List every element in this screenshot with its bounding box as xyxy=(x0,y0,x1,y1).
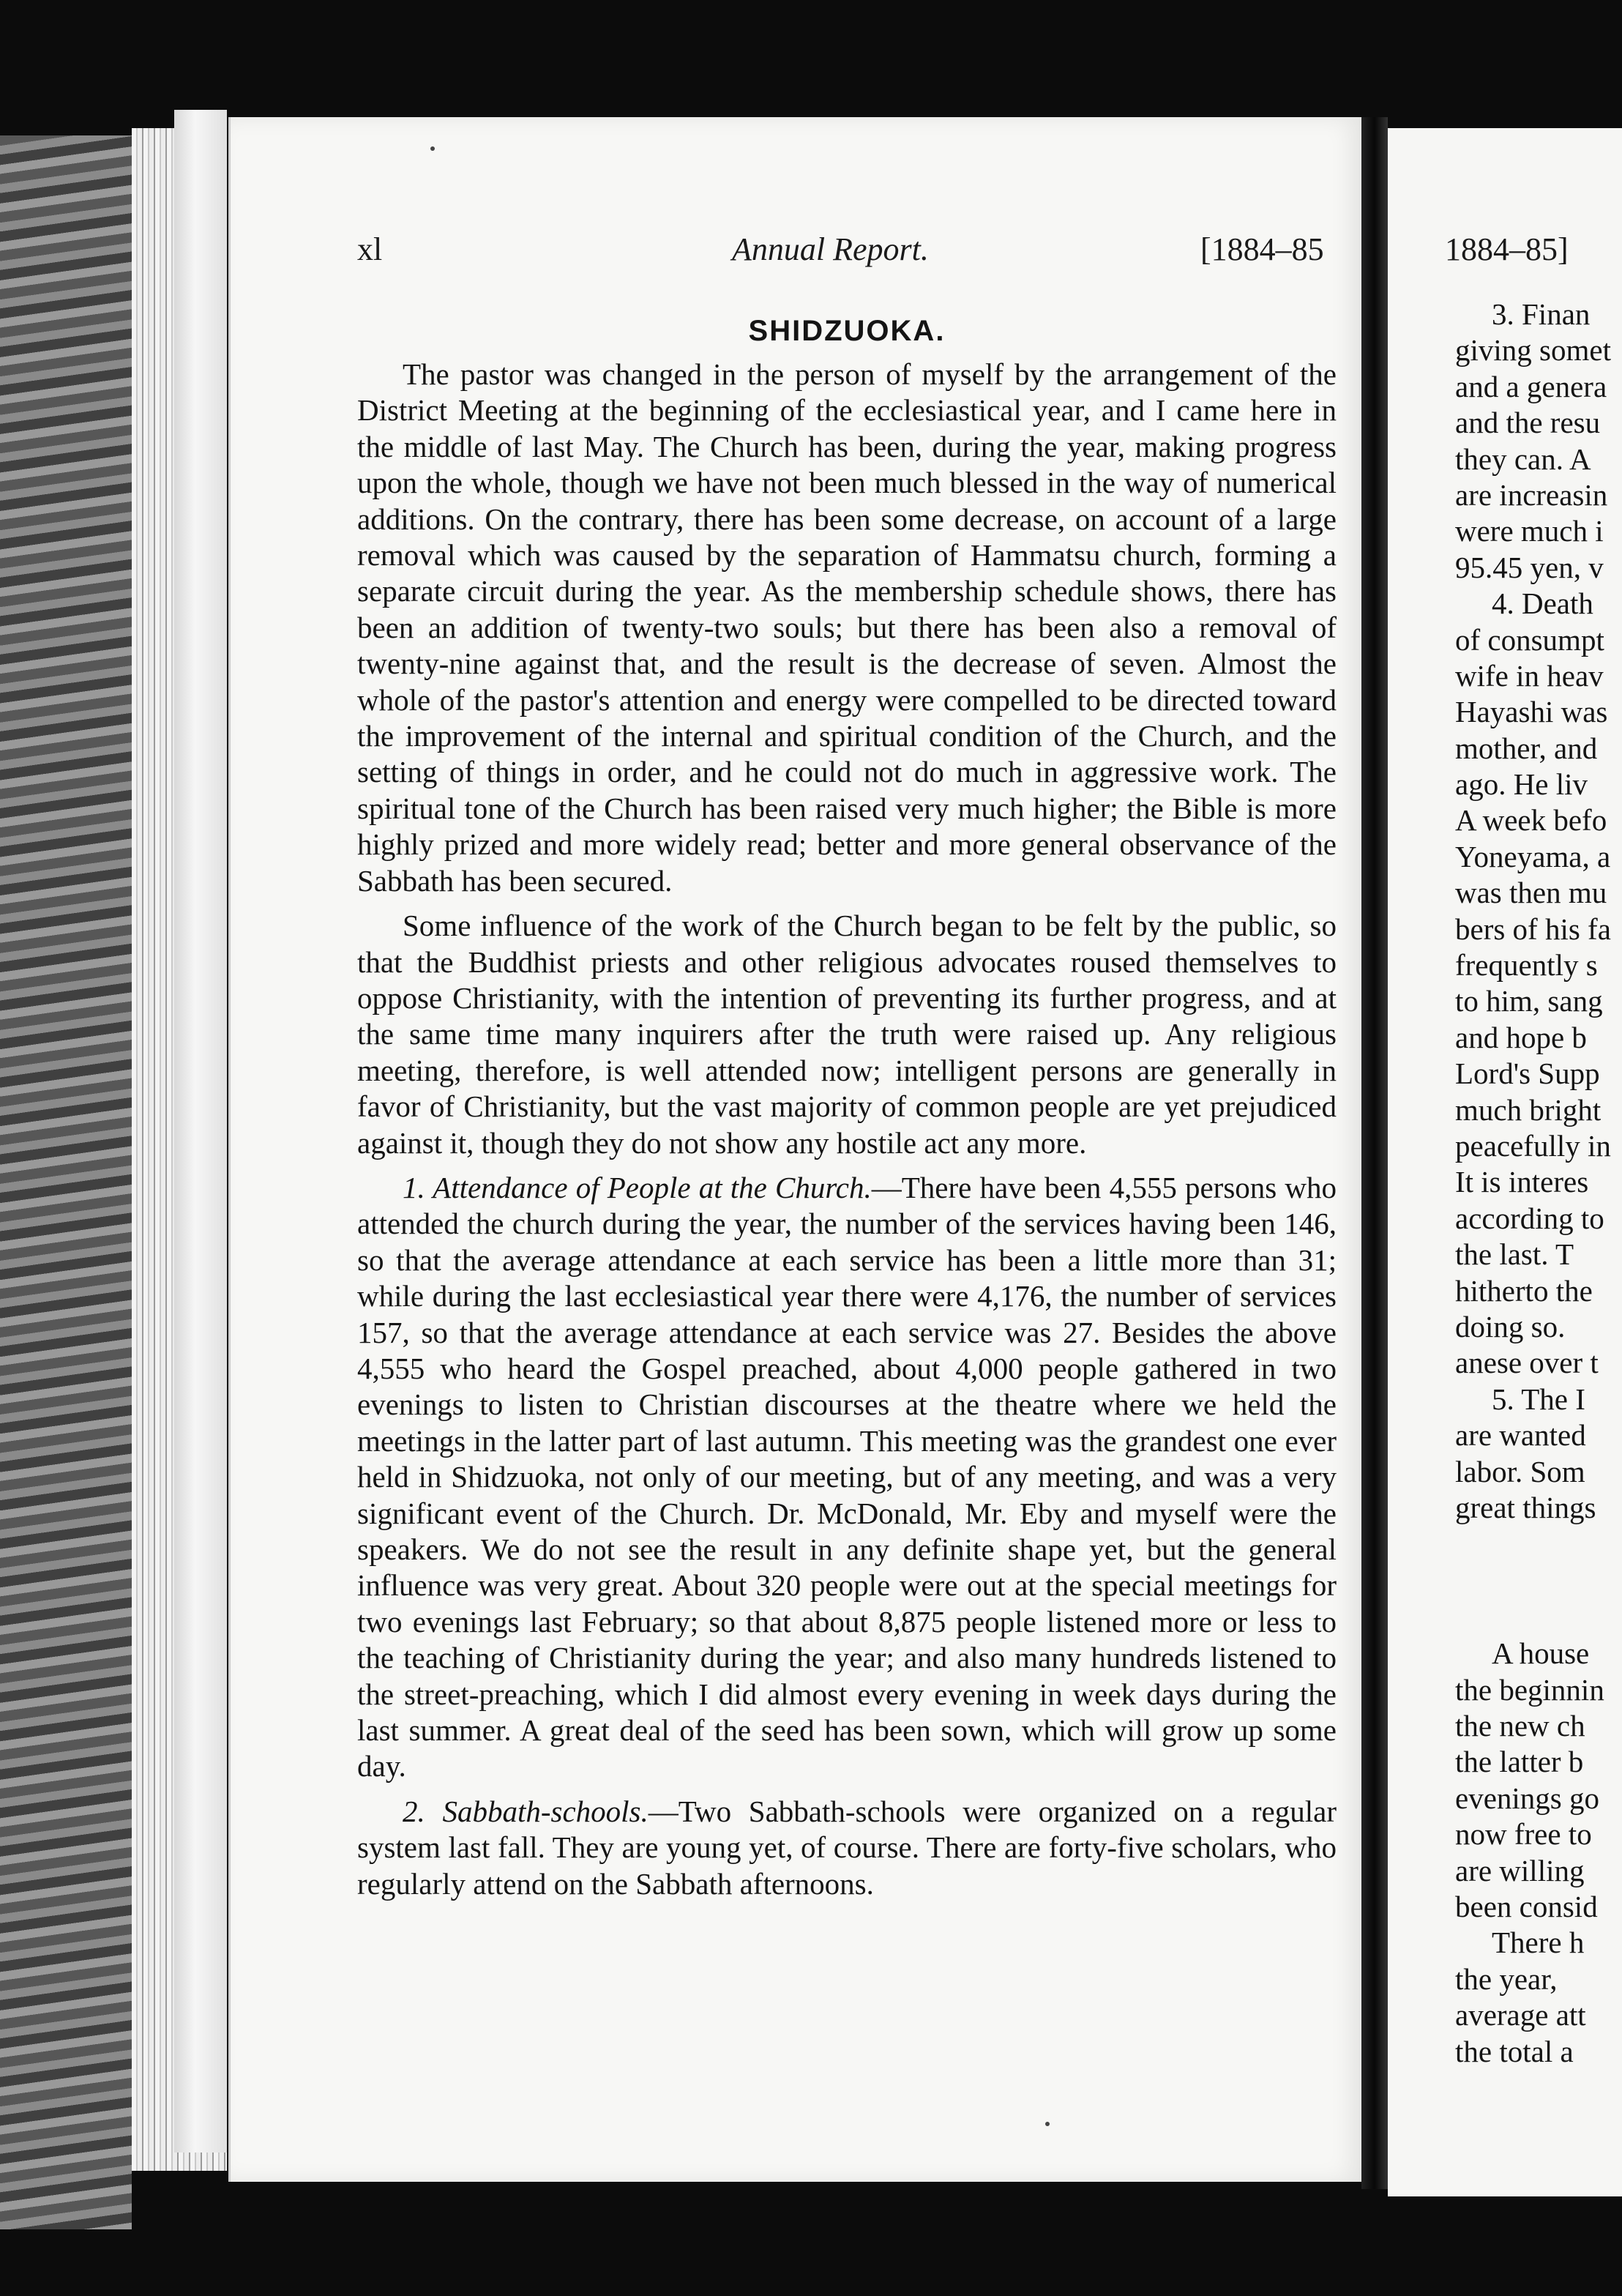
right-page-line: been consid xyxy=(1455,1890,1598,1924)
right-page-line: bers of his fa xyxy=(1455,912,1611,946)
paragraph xyxy=(357,357,1337,899)
right-page-line: 3. Finan xyxy=(1492,297,1591,331)
body-text xyxy=(357,311,1337,1902)
speck xyxy=(1045,2122,1050,2126)
right-page-line: according to xyxy=(1455,1201,1604,1235)
right-page-line: the new ch xyxy=(1455,1709,1585,1743)
paragraph-text: —There have been 4,555 persons who attended the church during the year, the number of the services having been 146, so that the average attendance at each service has been a little more than 31; while during the last ecclesiastical year there were 4,176, the number of services 157, so that the average attendance at each service was 27. Besides the above 4,555 who heard the Gospel preached, about 4,000 people gathered in two evenings to listen to Christian discourses at the theatre where we held the meetings in the latter part of last autumn. This meeting was the grandest one ever held in Shidzuoka, not only of our meeting, but of any meeting, and was a very significant event of the Church. Dr. McDonald, Mr. Eby and myself were the speakers. We do not see the result in any definite shape yet, but the general influence was very great. About 320 people were out at the special meetings for two evenings last February; so that about 8,875 people listened more or less to the teaching of Christianity during the year; and also many hundreds listened to the street-preaching, which I did almost every evening in week days during the last summer. A great deal of the seed has been sown, which will grow up some day. xyxy=(357,1170,1337,1783)
right-page-line: anese over t xyxy=(1455,1346,1599,1380)
paragraph-label: 2. Sabbath-schools. xyxy=(403,1794,649,1828)
right-page-gap xyxy=(1455,1526,1622,1636)
right-page-line: hitherto the xyxy=(1455,1273,1593,1308)
right-page-line: 95.45 yen, v xyxy=(1455,550,1604,584)
right-page-line: doing so. xyxy=(1455,1309,1566,1343)
section-heading: SHIDZUOKA. xyxy=(748,315,946,347)
right-page-line: and the resu xyxy=(1455,406,1601,440)
right-page-line: are increasin xyxy=(1455,477,1608,512)
right-page-line: 5. The I xyxy=(1492,1382,1585,1416)
right-page-line: wife in heav xyxy=(1455,658,1604,693)
right-page-line: 4. Death xyxy=(1492,586,1593,621)
right-page-line: It is interes xyxy=(1455,1165,1589,1199)
right-page-line: giving somet xyxy=(1455,333,1611,368)
right-page-line: There h xyxy=(1492,1926,1585,1960)
right-page-line: great things xyxy=(1455,1490,1596,1524)
right-page-line: they can. A xyxy=(1455,441,1591,476)
right-page-line: Yoneyama, a xyxy=(1455,839,1611,873)
right-page-line: mother, and xyxy=(1455,731,1598,765)
right-page-line: labor. Som xyxy=(1455,1454,1585,1488)
right-page-line: and hope b xyxy=(1455,1020,1587,1054)
running-year: [1884–85 xyxy=(1200,231,1324,267)
right-page-line: evenings go xyxy=(1455,1781,1599,1815)
paragraph-text: The pastor was changed in the person of myself by the arrangement of the District Meeting at the beginning of the ecclesiastical year, and I came here in the middle of last May. The Church has been, during the year, making progress upon the whole, though we have not been much blessed in the way of numerical additions. On the contrary, there has been some decrease, on account of a large removal which was caused by the separation of Hammatsu church, forming a separate circuit during the year. As the membership schedule shows, there has been an addition of twenty-two souls; but there has been also a removal of twenty-nine against that, and the result is the decrease of seven. Almost the whole of the pastor's attention and energy were compelled to be directed toward the improvement of the internal and spiritual condition of the Church, and the setting of things in order, and he could not do much in aggressive work. The spiritual tone of the Church has been raised very much higher; the Bible is more highly prized and more widely read; better and more general observance of the Sabbath has been secured. xyxy=(357,357,1337,898)
right-page-line: the latter b xyxy=(1455,1745,1584,1779)
paragraph-text: Some influence of the work of the Church began to be felt by the public, so that the Buddhist priests and other religious advocates roused themselves to oppose Christianity, with the intention of preventing its further progress, and at the same time many inquirers after the truth were raised up. Any religious meeting, therefore, is well attended now; intelligent persons are generally in favor of Christianity, but the vast majority of common people are yet prejudiced against it, though they do not show any hostile act any more. xyxy=(357,909,1337,1160)
right-page-line: the beginnin xyxy=(1455,1672,1604,1707)
paragraph-label: 1. Attendance of People at the Church. xyxy=(403,1170,872,1204)
right-page-line: are wanted xyxy=(1455,1418,1586,1453)
right-page-line: ago. He liv xyxy=(1455,767,1588,802)
right-page-line: the total a xyxy=(1455,2034,1574,2068)
paragraph-text: —Two Sabbath-schools were organized on a regular system last fall. They are young yet, of course. There are forty-five scholars, who regularly attend on the Sabbath afternoons. xyxy=(357,1794,1337,1901)
page-number: xl xyxy=(357,231,383,267)
right-page-line: the last. T xyxy=(1455,1237,1574,1272)
right-page-line: were much i xyxy=(1455,514,1604,548)
running-title: Annual Report. xyxy=(732,231,929,267)
right-page-lines xyxy=(1455,297,1622,2070)
right-page-line: now free to xyxy=(1455,1817,1592,1852)
right-page-line: to him, sang xyxy=(1455,984,1603,1018)
paragraph xyxy=(357,908,1337,1161)
right-page-line: average att xyxy=(1455,1998,1586,2032)
page-curve xyxy=(174,110,227,2152)
right-page xyxy=(1388,128,1622,2196)
paragraph xyxy=(357,1794,1337,1902)
right-page-line: the year, xyxy=(1455,1961,1558,1996)
right-running-year: 1884–85] xyxy=(1445,231,1569,267)
right-page-line: Hayashi was xyxy=(1455,695,1608,729)
paragraph xyxy=(357,1170,1337,1785)
right-page-line: peacefully in xyxy=(1455,1128,1611,1163)
right-page-line: much bright xyxy=(1455,1092,1602,1127)
right-page-line: A week befo xyxy=(1455,803,1607,838)
right-page-line: Lord's Supp xyxy=(1455,1056,1600,1091)
right-page-line: are willing xyxy=(1455,1853,1585,1887)
right-page-line: frequently s xyxy=(1455,948,1598,983)
right-page-line: and a genera xyxy=(1455,369,1607,403)
book-gutter xyxy=(1361,117,1388,2189)
right-page-line: A house xyxy=(1492,1636,1590,1671)
speck xyxy=(430,146,435,151)
marbled-book-edge xyxy=(0,135,132,2229)
right-page-line: of consumpt xyxy=(1455,622,1604,657)
right-page-line: was then mu xyxy=(1455,876,1607,910)
